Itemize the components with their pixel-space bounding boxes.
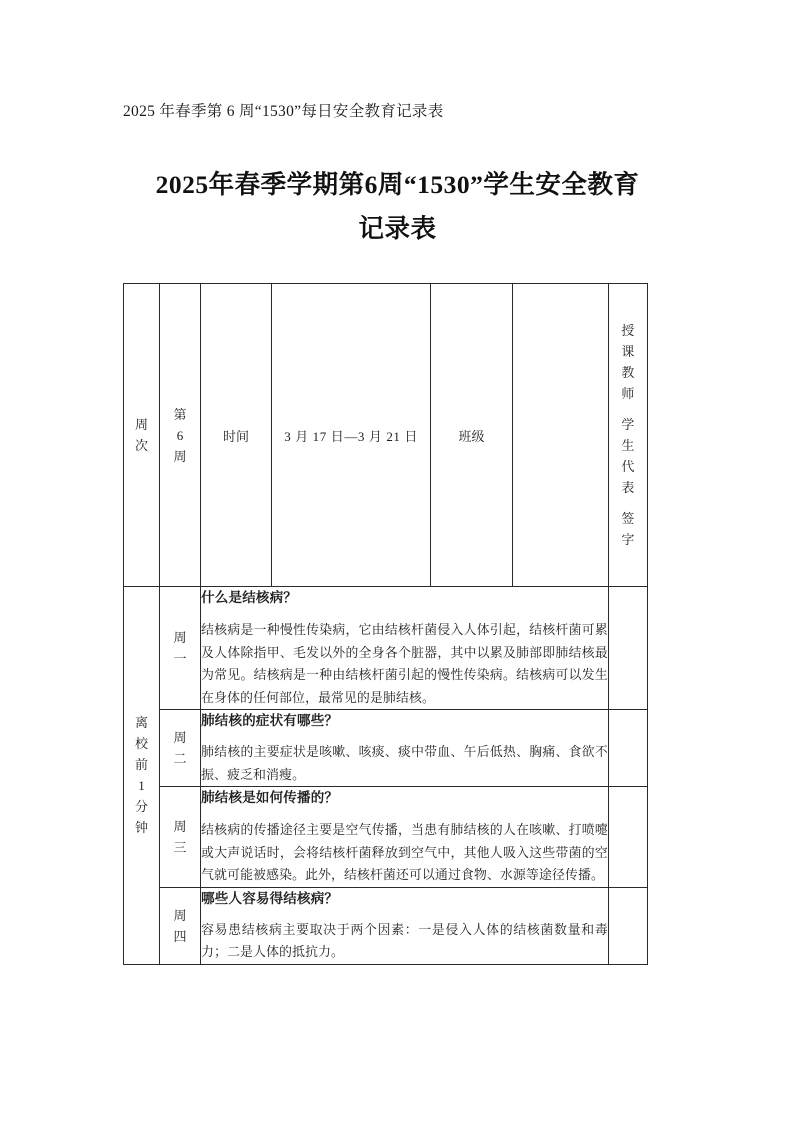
day-label-monday: [160, 627, 200, 669]
header-signature-label-cell: [608, 284, 647, 587]
page-title-line-2: 记录表: [358, 214, 437, 243]
question-answer-monday: 结核病是一种慢性传染病，它由结核杆菌侵入人体引起，结核杆菌可累及人体除指甲、毛发以外的全身各个脏器，其中以累及肺部即肺结核最为常见。结核病是一种由结核杆菌引起的慢性传染病。结核病可以发生在身体的任何部位，最常见的是肺结核。: [201, 623, 608, 705]
header-week-label-cell: [124, 284, 160, 587]
safety-education-record-table: [123, 283, 648, 965]
running-header: 2025 年春季第 6 周“1530”每日安全教育记录表: [123, 103, 444, 120]
page-title-line-1: 2025年春季学期第6周“1530”学生安全教育: [155, 170, 640, 199]
header-date-range-cell: [271, 284, 431, 587]
header-signature-label: [609, 320, 647, 550]
day-cell-tuesday: [159, 710, 200, 787]
header-class-label-cell: [431, 284, 512, 587]
signature-cell-monday[interactable]: [608, 587, 647, 710]
table-row: [124, 887, 648, 964]
header-time-label-cell: [201, 284, 272, 587]
signature-label-part-2: 学 生 代 表: [621, 417, 635, 495]
question-title-thursday: 哪些人容易得结核病？: [201, 890, 339, 906]
day-label-wednesday-text: 周 三: [173, 818, 187, 855]
signature-cell-tuesday[interactable]: [608, 710, 647, 787]
question-answer-tuesday: 肺结核的主要症状是咳嗽、咳痰、痰中带血、午后低热、胸痛、食欲不振、疲乏和消瘦。: [201, 745, 608, 782]
day-label-monday-text: 周 一: [173, 630, 187, 666]
day-label-thursday-text: 周 四: [173, 907, 187, 944]
header-week-label: [124, 414, 159, 456]
content-cell-wednesday: [201, 787, 609, 888]
header-week-value: [160, 404, 200, 467]
header-week-value-cell: [159, 284, 200, 587]
day-label-wednesday: [160, 816, 200, 858]
page-title: [110, 163, 685, 251]
content-cell-monday: [201, 587, 609, 710]
day-label-thursday: [160, 905, 200, 947]
side-label-cell: [124, 587, 160, 965]
question-answer-wednesday: 结核病的传播途径主要是空气传播，当患有肺结核的人在咳嗽、打喷嚏或大声说话时，会将结核杆菌释放到空气中，其他人吸入这些带菌的空气就可能被感染。此外，结核杆菌还可以通过食物、水源等途径传播。: [201, 823, 608, 882]
signature-label-part-3: 签 字: [621, 511, 635, 547]
side-label-text: 离 校 前 1 分 钟: [134, 715, 148, 836]
day-label-tuesday: [160, 727, 200, 769]
question-title-monday: 什么是结核病？: [201, 590, 297, 605]
table-row: [124, 587, 648, 710]
header-class-value-cell[interactable]: [512, 284, 608, 587]
signature-cell-wednesday[interactable]: [608, 787, 647, 888]
side-label: [124, 712, 159, 838]
signature-label-part-1: 授 课 教 师: [621, 323, 635, 401]
question-title-wednesday: 肺结核是如何传播的？: [201, 790, 339, 805]
table-row: [124, 710, 648, 787]
day-cell-monday: [159, 587, 200, 710]
question-title-tuesday: 肺结核的症状有哪些？: [201, 713, 339, 728]
content-cell-tuesday: [201, 710, 609, 787]
signature-cell-thursday[interactable]: [608, 887, 647, 964]
header-week-value-text: 第 6 周: [173, 406, 187, 464]
header-time-label: 时间: [222, 428, 249, 444]
day-cell-thursday: [159, 887, 200, 964]
table-header-row: [124, 284, 648, 587]
day-cell-wednesday: [159, 787, 200, 888]
header-week-label-char-1: 周 次: [134, 417, 148, 453]
content-cell-thursday: [201, 887, 609, 964]
question-answer-thursday: 容易患结核病主要取决于两个因素：一是侵入人体的结核菌数量和毒力；二是人体的抵抗力。: [201, 922, 608, 959]
header-class-label: 班级: [458, 428, 485, 444]
day-label-tuesday-text: 周 二: [173, 730, 187, 766]
table-row: [124, 787, 648, 888]
header-date-range: 3 月 17 日—3 月 21 日: [284, 428, 418, 444]
